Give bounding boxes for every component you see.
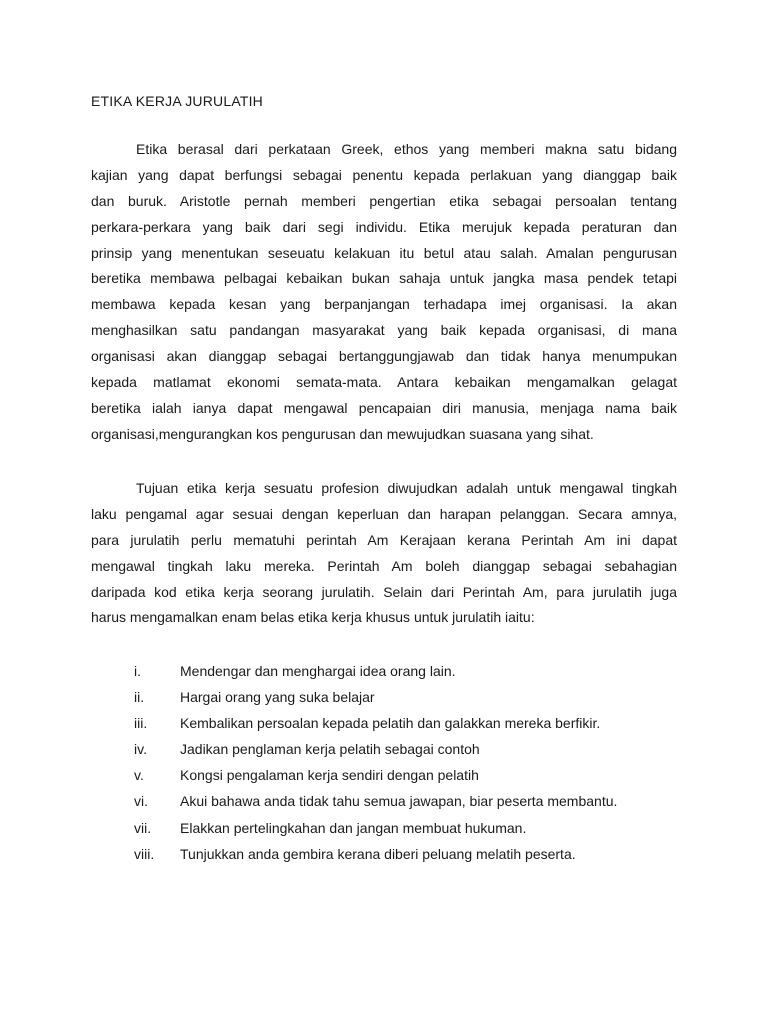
list-item	[134, 710, 617, 736]
paragraph-line: organisasi akan dianggap sebagai bertanggungjawab dan tidak hanya menumpukan	[91, 348, 677, 365]
paragraph-line: beretika ialah ianya dapat mengawal pencapaian diri manusia, menjaga nama baik	[91, 399, 677, 416]
list-item	[134, 788, 617, 814]
paragraph-line: harus mengamalkan enam belas etika kerja khusus untuk jurulatih iaitu:	[91, 609, 535, 626]
list-item	[134, 841, 617, 867]
list-item-number: i.	[134, 663, 141, 679]
list-item	[134, 684, 617, 710]
list-item-text: Kembalikan persoalan kepada pelatih dan galakkan mereka berfikir.	[180, 715, 601, 732]
paragraph-line: kepada matlamat ekonomi semata-mata. Antara kebaikan mengamalkan gelagat	[91, 374, 677, 391]
paragraph-line: laku pengamal agar sesuai dengan keperluan dan harapan pelanggan. Secara amnya,	[91, 505, 677, 522]
paragraph-line: Tujuan etika kerja sesuatu profesion diwujudkan adalah untuk mengawal tingkah	[136, 480, 677, 496]
paragraph-line: dan buruk. Aristotle pernah memberi pengertian etika sebagai persoalan tentang	[91, 192, 677, 209]
list-item-text: Mendengar dan menghargai idea orang lain.	[180, 663, 456, 679]
list-item-text: Elakkan pertelingkahan dan jangan membuat hukuman.	[180, 819, 527, 836]
paragraph-line: beretika membawa pelbagai kebaikan bukan sahaja untuk jangka masa pendek tetapi	[91, 270, 677, 287]
paragraph-line: perkara-perkara yang baik dari segi individu. Etika merujuk kepada peraturan dan	[91, 218, 677, 235]
list-item-number: ii.	[134, 689, 145, 706]
paragraph-line: kajian yang dapat berfungsi sebagai penentu kepada perlakuan yang dianggap baik	[91, 166, 677, 183]
list-item-number: iv.	[134, 741, 147, 758]
list-item	[134, 736, 617, 762]
document-title: ETIKA KERJA JURULATIH	[91, 93, 263, 109]
list-item-number: vii.	[134, 819, 152, 836]
paragraph-etika-definition	[91, 137, 677, 448]
paragraph-line: mengawal tingkah laku mereka. Perintah Am boleh dianggap sebagai sebahagian	[91, 557, 677, 574]
list-item-text: Hargai orang yang suka belajar	[180, 689, 375, 706]
list-item-number: vi.	[134, 793, 148, 810]
paragraph-line: Etika berasal dari perkataan Greek, ethos yang memberi makna satu bidang	[136, 141, 677, 157]
paragraph-line: membawa kepada kesan yang berpanjangan terhadapa imej organisasi. Ia akan	[91, 296, 677, 313]
list-item-text: Tunjukkan anda gembira kerana diberi peluang melatih peserta.	[180, 845, 576, 862]
list-item-text: Kongsi pengalaman kerja sendiri dengan pelatih	[180, 767, 479, 784]
list-item-number: iii.	[134, 715, 148, 732]
list-item-text: Akui bahawa anda tidak tahu semua jawapan, biar peserta membantu.	[180, 793, 618, 810]
paragraph-line: daripada kod etika kerja seorang jurulatih. Selain dari Perintah Am, para jurulatih juga	[91, 583, 677, 600]
paragraph-line: menghasilkan satu pandangan masyarakat yang baik kepada organisasi, di mana	[91, 322, 677, 339]
list-item-number: v.	[134, 767, 144, 784]
paragraph-line: para jurulatih perlu mematuhi perintah Am Kerajaan kerana Perintah Am ini dapat	[91, 531, 677, 548]
list-item-number: viii.	[134, 845, 155, 862]
list-item-text: Jadikan penglaman kerja pelatih sebagai contoh	[180, 741, 480, 758]
paragraph-line: prinsip yang menentukan seseuatu kelakuan itu betul atau salah. Amalan pengurusan	[91, 244, 677, 261]
ethics-list	[134, 658, 617, 867]
list-item	[134, 658, 617, 684]
list-item	[134, 762, 617, 788]
list-item	[134, 815, 617, 841]
paragraph-tujuan-etika	[91, 476, 677, 631]
paragraph-line: organisasi,mengurangkan kos pengurusan dan mewujudkan suasana yang sihat.	[91, 425, 594, 442]
